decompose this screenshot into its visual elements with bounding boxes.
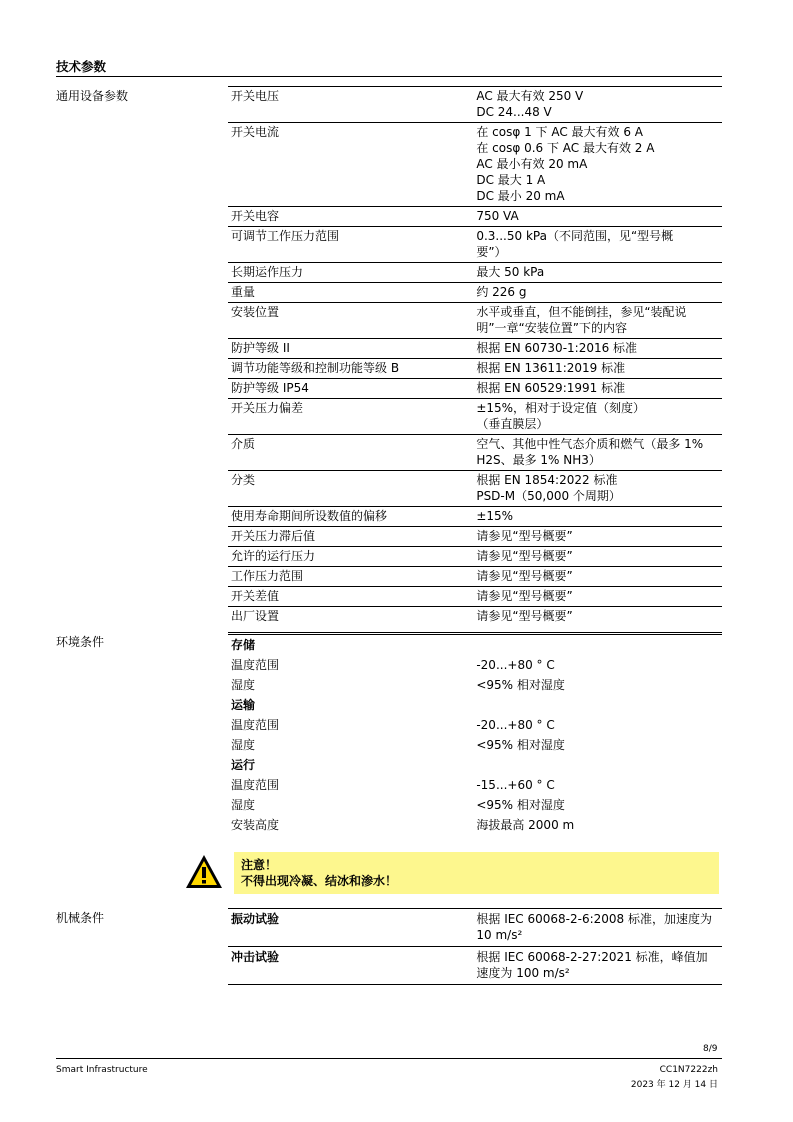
footer-doc-id: CC1N7222zh <box>659 1065 718 1075</box>
table-row <box>228 379 722 399</box>
param-value-line: 0.3...50 kPa（不同范围，见“型号概 <box>476 229 674 243</box>
param-value-line: 在 cosφ 1 下 AC 最大有效 6 A <box>476 125 643 139</box>
storage-heading: 存储 <box>228 635 722 654</box>
param-value-line: 请参见“型号概要” <box>476 549 573 563</box>
param-value <box>473 227 722 263</box>
shock-test-label: 冲击试验 <box>228 947 473 985</box>
footer-date: 2023 年 12 月 14 日 <box>630 1080 718 1090</box>
table-row <box>228 607 722 633</box>
param-value-line: 750 VA <box>476 209 519 223</box>
vibration-value-line: 10 m/s² <box>476 928 523 942</box>
shock-value-line: 根据 IEC 60068-2-27:2021 标准，峰值加 <box>476 950 708 964</box>
warning-message: 不得出现冷凝、结冰和渗水！ <box>241 874 398 888</box>
param-value-line: 最大 50 kPa <box>476 265 545 279</box>
param-value <box>473 379 722 399</box>
param-label: 防护等级 II <box>228 339 473 359</box>
param-value-line: 空气、其他中性气态介质和燃气（最多 1% <box>476 437 704 451</box>
param-value <box>473 207 722 227</box>
table-row <box>228 567 722 587</box>
operation-humidity-label: 湿度 <box>231 798 256 812</box>
param-value-line: 在 cosφ 0.6 下 AC 最大有效 2 A <box>476 141 655 155</box>
param-value-line: AC 最大有效 250 V <box>476 89 584 103</box>
param-value-line: 请参见“型号概要” <box>476 569 573 583</box>
table-row <box>228 283 722 303</box>
param-value <box>473 587 722 607</box>
storage-humidity-label: 湿度 <box>231 678 256 692</box>
param-label: 可调节工作压力范围 <box>228 227 473 263</box>
transport-temp-label: 温度范围 <box>231 718 280 732</box>
param-label: 防护等级 IP54 <box>228 379 473 399</box>
param-value-line: DC 最小 20 mA <box>476 189 565 203</box>
param-value-line: AC 最小有效 20 mA <box>476 157 588 171</box>
transport-humidity-value: <95% 相对湿度 <box>476 738 565 752</box>
table-row <box>228 507 722 527</box>
param-label: 出厂设置 <box>228 607 473 633</box>
footer-divider <box>56 1058 722 1059</box>
table-row <box>228 207 722 227</box>
operation-temp-label: 温度范围 <box>231 778 280 792</box>
transport-humidity-label: 湿度 <box>231 738 256 752</box>
table-row <box>228 123 722 207</box>
transport-temp-value: -20...+80 ° C <box>476 718 555 732</box>
param-value-line: （垂直膜层） <box>476 417 549 431</box>
param-value <box>473 123 722 207</box>
table-row <box>228 359 722 379</box>
param-value-line: 请参见“型号概要” <box>476 609 573 623</box>
param-value <box>473 263 722 283</box>
section-label-environment: 环境条件 <box>56 635 105 649</box>
transport-heading: 运输 <box>231 698 256 712</box>
param-value-line: 根据 EN 60730-1:2016 标准 <box>476 341 638 355</box>
param-value <box>473 547 722 567</box>
table-row <box>228 547 722 567</box>
param-value-line: 根据 EN 60529:1991 标准 <box>476 381 626 395</box>
table-row <box>228 303 722 339</box>
table-row <box>228 399 722 435</box>
section-label-general: 通用设备参数 <box>56 89 129 103</box>
param-label: 开关电压 <box>228 87 473 123</box>
param-value <box>473 435 722 471</box>
page-number: 8/9 <box>703 1044 718 1054</box>
param-value <box>473 283 722 303</box>
param-value-line: 根据 EN 1854:2022 标准 <box>476 473 618 487</box>
table-row <box>228 87 722 123</box>
param-value-line: DC 24...48 V <box>476 105 552 119</box>
param-label: 开关电容 <box>228 207 473 227</box>
storage-temp-label: 温度范围 <box>231 658 280 672</box>
param-label: 介质 <box>228 435 473 471</box>
shock-test-value <box>473 947 722 985</box>
param-value <box>473 607 722 633</box>
environment-table <box>228 634 722 833</box>
param-value <box>473 471 722 507</box>
param-value <box>473 567 722 587</box>
param-label: 开关压力偏差 <box>228 399 473 435</box>
param-value <box>473 339 722 359</box>
param-value-line: 明”一章“安装位置”下的内容 <box>476 321 627 335</box>
param-label: 允许的运行压力 <box>228 547 473 567</box>
param-label: 开关压力滞后值 <box>228 527 473 547</box>
param-label: 安装位置 <box>228 303 473 339</box>
param-value <box>473 507 722 527</box>
footer-company: Smart Infrastructure <box>56 1065 148 1075</box>
vibration-test-value <box>473 909 722 947</box>
operation-altitude-label: 安装高度 <box>231 818 280 832</box>
param-label: 开关电流 <box>228 123 473 207</box>
param-value-line: PSD-M（50,000 个周期） <box>476 489 621 503</box>
param-value-line: 根据 EN 13611:2019 标准 <box>476 361 626 375</box>
table-row <box>228 471 722 507</box>
table-row <box>228 263 722 283</box>
param-value-line: DC 最大 1 A <box>476 173 546 187</box>
param-value <box>473 359 722 379</box>
mechanical-table <box>228 908 722 985</box>
param-value-line: 请参见“型号概要” <box>476 529 573 543</box>
param-value <box>473 399 722 435</box>
param-label: 长期运作压力 <box>228 263 473 283</box>
operation-humidity-value: <95% 相对湿度 <box>476 798 565 812</box>
param-value-line: 约 226 g <box>476 285 527 299</box>
shock-value-line: 速度为 100 m/s² <box>476 966 570 980</box>
param-value-line: ±15% <box>476 509 514 523</box>
param-value-line: ±15%，相对于设定值（刻度） <box>476 401 646 415</box>
param-value-line: 水平或垂直，但不能倒挂，参见“装配说 <box>476 305 687 319</box>
warning-title: 注意！ <box>241 858 278 872</box>
param-value <box>473 87 722 123</box>
param-value <box>473 527 722 547</box>
param-value-line: 请参见“型号概要” <box>476 589 573 603</box>
operation-temp-value: -15...+60 ° C <box>476 778 555 792</box>
param-label: 使用寿命期间所设数值的偏移 <box>228 507 473 527</box>
warning-callout <box>184 851 720 895</box>
storage-temp-value: -20...+80 ° C <box>476 658 555 672</box>
vibration-value-line: 根据 IEC 60068-2-6:2008 标准，加速度为 <box>476 912 713 926</box>
section-label-mechanical: 机械条件 <box>56 911 105 925</box>
table-row <box>228 227 722 263</box>
param-label: 开关差值 <box>228 587 473 607</box>
param-label: 重量 <box>228 283 473 303</box>
table-row <box>228 435 722 471</box>
table-row <box>228 587 722 607</box>
operation-heading: 运行 <box>231 758 256 772</box>
table-row <box>228 339 722 359</box>
warning-box <box>234 852 719 894</box>
param-label: 分类 <box>228 471 473 507</box>
param-label: 调节功能等级和控制功能等级 B <box>228 359 473 379</box>
warning-text <box>241 857 397 889</box>
param-value <box>473 303 722 339</box>
title-divider <box>56 76 722 77</box>
operation-altitude-value: 海拔最高 2000 m <box>476 818 575 832</box>
param-label: 工作压力范围 <box>228 567 473 587</box>
warning-triangle-icon <box>184 853 224 891</box>
table-row <box>228 527 722 547</box>
page-title: 技术参数 <box>56 59 107 74</box>
param-value-line: 要”） <box>476 245 507 259</box>
storage-humidity-value: <95% 相对湿度 <box>476 678 565 692</box>
general-params-table <box>228 86 722 633</box>
param-value-line: H2S、最多 1% NH3） <box>476 453 601 467</box>
vibration-test-label: 振动试验 <box>228 909 473 947</box>
